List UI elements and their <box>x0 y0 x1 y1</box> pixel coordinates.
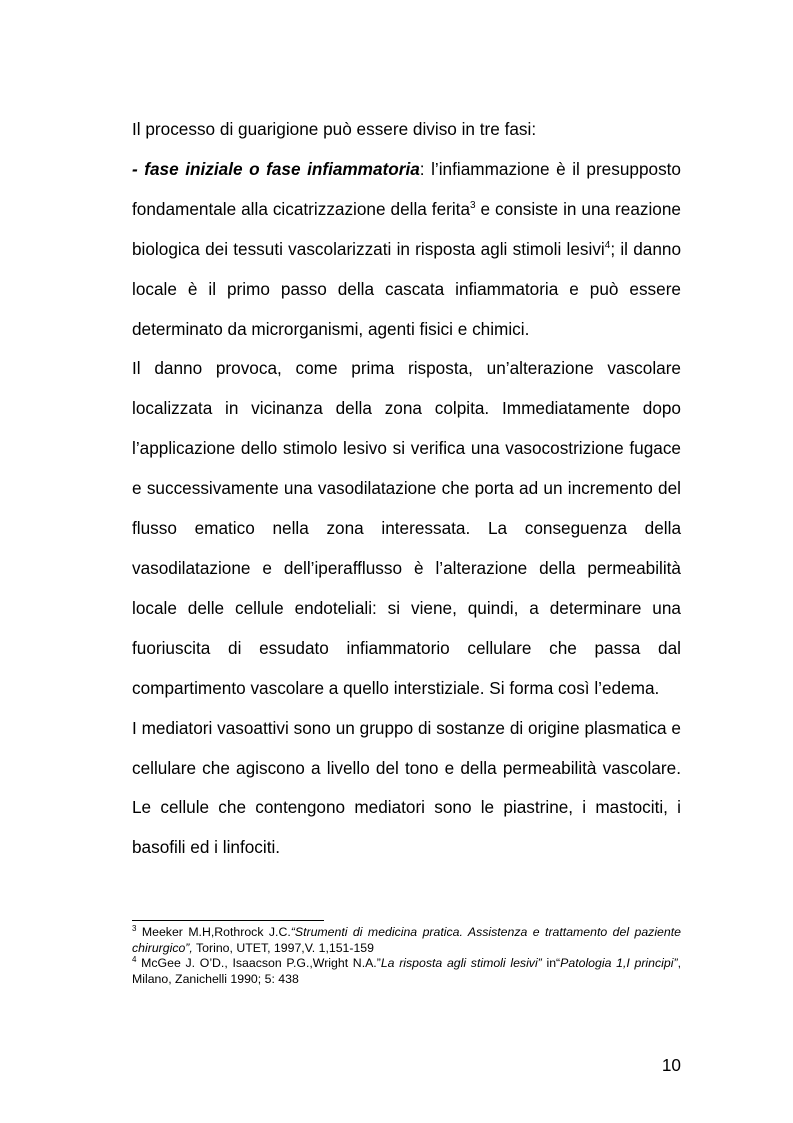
footnote-title: La risposta agli stimoli lesivi” <box>380 956 542 970</box>
paragraph-text-b: e consiste in una reazione biologica dei tessuti vascolarizzati in risposta agli stimoli lesivi <box>132 198 681 259</box>
footnote-4 <box>132 956 681 987</box>
paragraph-intro: Il processo di guarigione può essere diviso in tre fasi: <box>132 119 537 139</box>
paragraph-text-c: ; il danno locale è il primo passo della cascata infiammatoria e può essere determinato da microrganismi, agenti fisici e chimici. <box>132 238 681 339</box>
footnote-author: Meeker M.H,Rothrock J.C. <box>136 925 291 939</box>
footnote-author: McGee J. O’D., Isaacson P.G.,Wright N.A.” <box>136 956 381 970</box>
footnote-3 <box>132 925 681 956</box>
footnote-title: “Strumenti di medicina pratica. Assistenza e trattamento del paziente chirurgico”, <box>132 925 681 955</box>
footnote-number: 3 <box>132 924 137 933</box>
footnote-publication: , Milano, Zanichelli 1990; 5: 438 <box>132 956 681 986</box>
footnotes <box>132 925 681 987</box>
footnote-book-title: Patologia 1,I principi” <box>560 956 678 970</box>
footnote-publication: Torino, UTET, 1997,V. 1,151-159 <box>192 940 374 955</box>
footnote-separator <box>132 920 324 921</box>
footnote-in: in“ <box>541 956 561 970</box>
body-text <box>132 110 681 868</box>
paragraph-vascular-damage: Il danno provoca, come prima risposta, un’alterazione vascolare localizzata in vicinanza della zona colpita. Immediatamente dopo l’applicazione dello stimolo lesivo si verifica una vasocostrizione fugace e successivamente una vasodilatazione che porta ad un incremento del flusso ematico nella zona interessata. La conseguenza della vasodilatazione e dell’iperafflusso è l’alterazione della permeabilità locale delle cellule endoteliali: si viene, quindi, a determinare una fuoriuscita di essudato infiammatorio cellulare che passa dal compartimento vascolare a quello interstiziale. Si forma così l’edema. <box>132 358 681 698</box>
footnote-ref-3[interactable]: 3 <box>470 199 476 211</box>
footnote-number: 4 <box>132 955 137 964</box>
paragraph-text-a: : l’infiammazione è il presupposto fondamentale alla cicatrizzazione della ferita <box>132 158 681 219</box>
paragraph-inflammatory-phase <box>132 150 681 350</box>
footnote-ref-4[interactable]: 4 <box>604 239 611 251</box>
paragraph-mediators: I mediatori vasoattivi sono un gruppo di sostanze di origine plasmatica e cellulare che agiscono a livello del tono e della permeabilità vascolare. Le cellule che contengono mediatori sono le piastrine, i mastociti, i basofili ed i linfociti. <box>132 717 681 858</box>
page-number: 10 <box>661 1055 681 1075</box>
phase-heading: - fase iniziale o fase infiammatoria <box>132 158 420 179</box>
